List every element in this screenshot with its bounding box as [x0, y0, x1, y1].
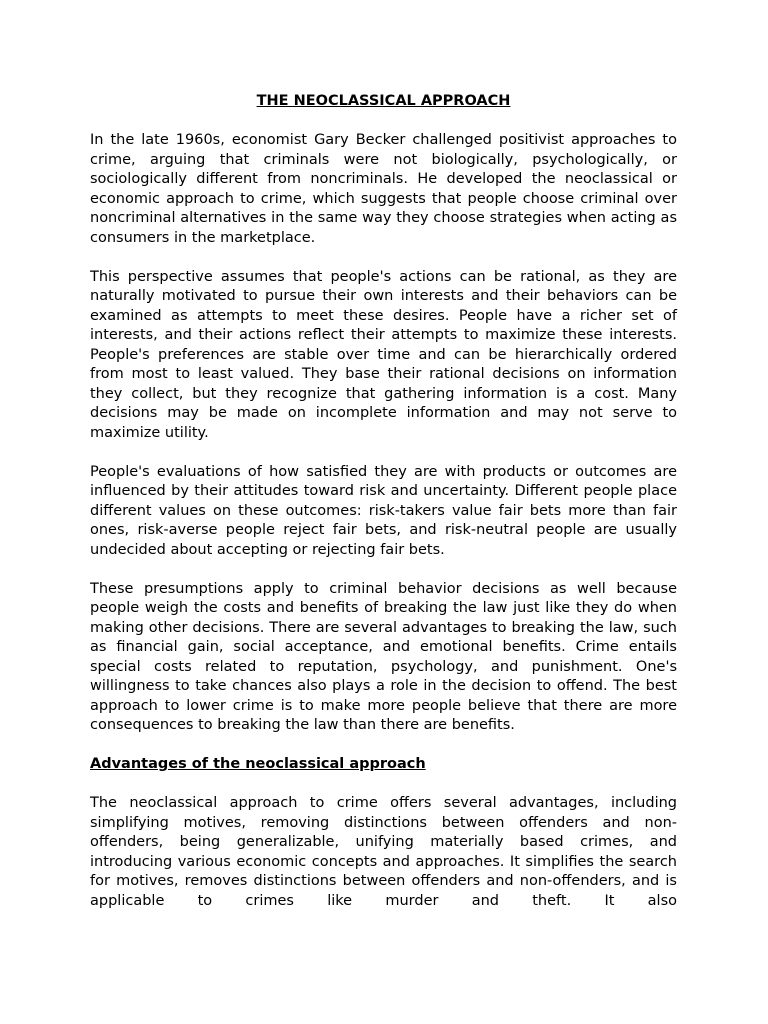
document-page: [90, 92, 677, 931]
section-heading-advantages: Advantages of the neoclassical approach: [90, 756, 426, 772]
paragraph-risk-attitudes: People's evaluations of how satisfied they are with products or outcomes are influenced by their attitudes toward risk and uncertainty. Different people place different values on these outcomes: risk-takers value fair bets more than fair ones, risk-averse people reject fair bets, and risk-neutral people are usually undecided about accepting or rejecting fair bets.: [90, 463, 677, 558]
paragraph-becker: In the late 1960s, economist Gary Becker challenged positivist approaches to crime, arguing that criminals were not biologically, psychologically, or sociologically different from noncriminals. He developed the neoclassical or economic approach to crime, which suggests that people choose criminal over noncriminal alternatives in the same way they choose strategies when acting as consumers in the marketplace.: [90, 132, 677, 246]
document-title: THE NEOCLASSICAL APPROACH: [256, 93, 511, 109]
paragraph-rational-actions: This perspective assumes that people's actions can be rational, as they are naturally motivated to pursue their own interests and their behaviors can be examined as attempts to meet these desires. People have a richer set of interests, and their actions reflect their attempts to maximize these interests. People's preferences are stable over time and can be hierarchically ordered from most to least valued. They base their rational decisions on information they collect, but they recognize that gathering information is a cost. Many decisions may be made on incomplete information and may not serve to maximize utility.: [90, 268, 677, 441]
paragraph-advantages: The neoclassical approach to crime offers several advantages, including simplifying motives, removing distinctions between offenders and non-offenders, being generalizable, unifying materially based crimes, and introducing various economic concepts and approaches. It simplifies the search for motives, removes distinctions between offenders and non-offenders, and is applicable to crimes like murder and theft. It also: [90, 795, 677, 909]
paragraph-criminal-decisions: These presumptions apply to criminal behavior decisions as well because people weigh the costs and benefits of breaking the law just like they do when making other decisions. There are several advantages to breaking the law, such as financial gain, social acceptance, and emotional benefits. Crime entails special costs related to reputation, psychology, and punishment. One's willingness to take chances also plays a role in the decision to offend. The best approach to lower crime is to make more people believe that there are more consequences to breaking the law than there are benefits.: [90, 580, 677, 733]
